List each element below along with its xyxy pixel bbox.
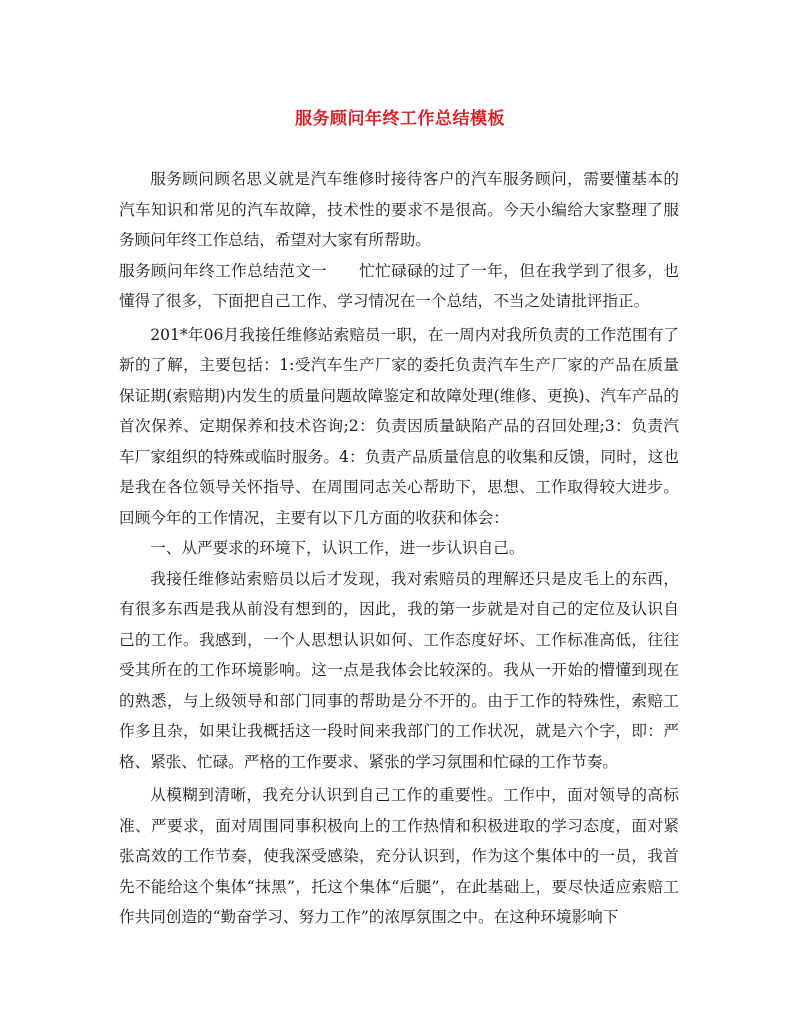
paragraph-intro: 服务顾问顾名思义就是汽车维修时接待客户的汽车服务顾问，需要懂基本的汽车知识和常见的汽车故障，技术性的要求不是很高。今天小编给大家整理了服务顾问年终工作总结，希望对大家有所帮助。 xyxy=(119,170,679,249)
paragraph-responsibilities: 201*年06月我接任维修站索赔员一职，在一周内对我所负责的工作范围有了新的了解，主要包括：1:受汽车生产厂家的委托负责汽车生产厂家的产品在质量保证期(索赔期)内发生的质量问题故障鉴定和故障处理(维修、更换)、汽车产品的首次保养、定期保养和技术咨询;2：负责因质量缺陷产品的召回处理;3：负责汽车厂家组织的特殊或临时服务。4：负责产品质量信息的收集和反馈，同时，这也是我在各位领导关怀指导、在周围同志关心帮助下，思想、工作取得较大进步。回顾今年的工作情况，主要有以下几方面的收获和体会： xyxy=(119,325,679,527)
paragraph-sample-heading: 服务顾问年终工作总结范文一 忙忙碌碌的过了一年，但在我学到了很多，也懂得了很多，下面把自己工作、学习情况在一个总结，不当之处请批评指正。 xyxy=(119,261,679,310)
document-title: 服务顾问年终工作总结模板 xyxy=(295,109,505,129)
paragraph-section-one-heading: 一、从严要求的环境下，认识工作，进一步认识自己。 xyxy=(150,539,525,557)
paragraph-importance: 从模糊到清晰，我充分认识到自己工作的重要性。工作中，面对领导的高标准、严要求，面对周围同事积极向上的工作热情和积极进取的学习态度，面对紧张高效的工作节奏，使我深受感染，充分认识到，作为这个集体中的一员，我首先不能给这个集体“抹黑”，托这个集体“后腿”，在此基础上，要尽快适应索赔工作共同创造的“勤奋学习、努力工作”的浓厚氛围之中。在这种环境影响下 xyxy=(119,786,679,926)
document-body xyxy=(119,164,679,933)
paragraph-environment: 我接任维修站索赔员以后才发现，我对索赔员的理解还只是皮毛上的东西，有很多东西是我从前没有想到的，因此，我的第一步就是对自己的定位及认识自己的工作。我感到，一个人思想认识如何、工作态度好坏、工作标准高低，往往受其所在的工作环境影响。这一点是我体会比较深的。我从一开始的懵懂到现在的熟悉，与上级领导和部门同事的帮助是分不开的。由于工作的特殊性，索赔工作多且杂，如果让我概括这一段时间来我部门的工作状况，就是六个字，即：严格、紧张、忙碌。严格的工作要求、紧张的学习氛围和忙碌的工作节奏。 xyxy=(119,569,679,771)
